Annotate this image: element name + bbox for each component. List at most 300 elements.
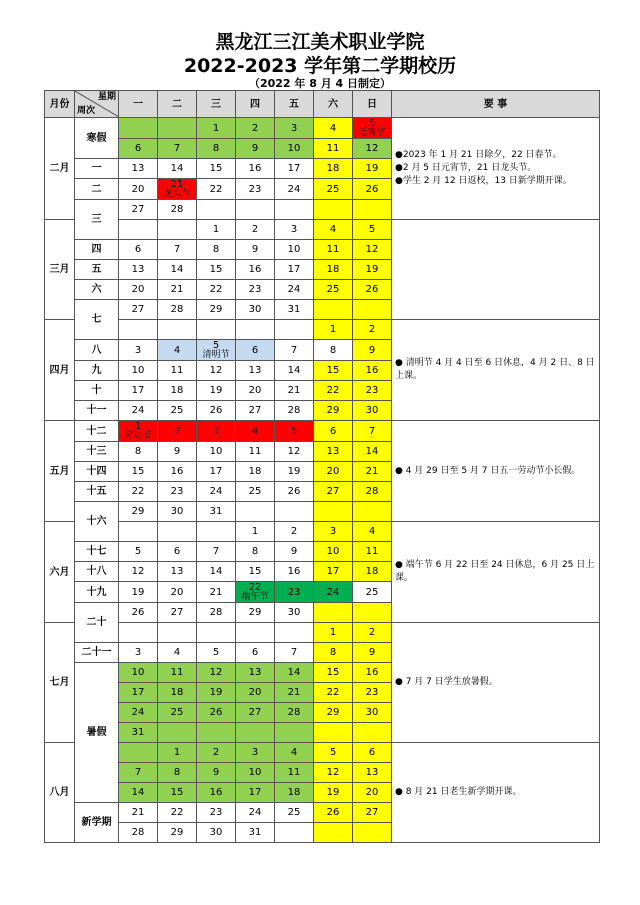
header-week-label: 周次 (77, 106, 96, 116)
day-cell-mon: 12 (119, 562, 158, 582)
calendar-row (45, 220, 600, 240)
day-cell-thu: 17 (236, 783, 275, 803)
day-cell-sun: 4 (353, 522, 392, 542)
day-cell-thu: 16 (236, 260, 275, 280)
day-cell-sat: 4 (314, 220, 353, 240)
day-cell-tue: 7 (158, 240, 197, 260)
day-cell-mon: 20 (119, 280, 158, 300)
day-cell-fri: 17 (275, 260, 314, 280)
day-cell-sun: 20 (353, 783, 392, 803)
holiday-label-laodong: 劳动节 (124, 431, 152, 441)
note-line: ● 8 月 21 日老生新学期开课。 (395, 787, 522, 797)
day-cell-wed: 26 (197, 401, 236, 421)
day-cell-thu: 16 (236, 159, 275, 179)
day-cell-tue: 28 (158, 300, 197, 320)
day-cell-sat: 24 (314, 582, 353, 603)
day-cell-sun: 25 (353, 582, 392, 603)
day-cell-tue: 14 (158, 260, 197, 280)
day-cell-wed: 5 (197, 643, 236, 663)
day-cell-sun (353, 823, 392, 843)
day-cell-sat: 10 (314, 542, 353, 562)
day-cell-tue (158, 118, 197, 139)
day-cell-thu: 18 (236, 462, 275, 482)
day-cell-thu: 10 (236, 763, 275, 783)
day-cell-mon (119, 623, 158, 643)
header-notes: 要 事 (392, 91, 600, 118)
day-cell-wed: 31 (197, 502, 236, 522)
day-cell-sat: 4 (314, 118, 353, 139)
header-month: 月份 (45, 91, 75, 118)
day-cell-sat: 26 (314, 803, 353, 823)
day-cell-mon: 24 (119, 703, 158, 723)
day-cell-sat: 17 (314, 562, 353, 582)
week-w6: 六 (75, 280, 119, 300)
day-cell-tue: 15 (158, 783, 197, 803)
day-number: 1 (134, 421, 142, 432)
day-cell-wed (197, 522, 236, 542)
day-cell-thu: 25 (236, 482, 275, 502)
day-cell-mon: 13 (119, 260, 158, 280)
day-cell-thu: 1 (236, 522, 275, 542)
day-cell-wed: 12 (197, 663, 236, 683)
day-cell-fri: 21 (275, 683, 314, 703)
day-cell-sat: 3 (314, 522, 353, 542)
day-cell-tue: 25 (158, 401, 197, 421)
day-cell-mon: 3 (119, 340, 158, 361)
day-cell-tue (158, 179, 197, 200)
calendar-row (45, 522, 600, 542)
day-cell-sun: 23 (353, 683, 392, 703)
day-cell-fri: 7 (275, 340, 314, 361)
day-cell-tue (158, 723, 197, 743)
day-cell-sun: 28 (353, 482, 392, 502)
day-cell-fri: 16 (275, 562, 314, 582)
header-day-sat: 六 (314, 91, 353, 118)
day-cell-tue: 23 (158, 482, 197, 502)
month-may: 五月 (45, 421, 75, 522)
day-cell-sun: 26 (353, 280, 392, 300)
day-cell-mon: 19 (119, 582, 158, 603)
day-cell-tue: 13 (158, 562, 197, 582)
day-cell-mon (119, 421, 158, 442)
day-cell-sat: 11 (314, 240, 353, 260)
day-cell-tue (158, 522, 197, 542)
day-cell-thu (236, 502, 275, 522)
week-w16: 十六 (75, 502, 119, 542)
note-line: ●2023 年 1 月 21 日除夕，22 日春节。 (395, 150, 562, 160)
day-cell-sun: 11 (353, 542, 392, 562)
day-cell-wed: 3 (197, 421, 236, 442)
day-cell-wed: 8 (197, 139, 236, 159)
day-cell-fri: 11 (275, 763, 314, 783)
day-cell-sun: 12 (353, 240, 392, 260)
notes-empty (392, 220, 600, 320)
week-w0: 寒假 (75, 118, 119, 159)
month-feb: 二月 (45, 118, 75, 220)
day-cell-mon: 21 (119, 803, 158, 823)
day-cell-sun (353, 300, 392, 320)
day-cell-sun: 9 (353, 340, 392, 361)
day-cell-tue: 7 (158, 139, 197, 159)
day-cell-fri (275, 623, 314, 643)
day-cell-tue: 21 (158, 280, 197, 300)
day-cell-tue: 29 (158, 823, 197, 843)
day-cell-fri: 14 (275, 361, 314, 381)
month-apr: 四月 (45, 320, 75, 421)
day-cell-sun: 13 (353, 763, 392, 783)
day-cell-tue: 28 (158, 200, 197, 220)
day-cell-sun (353, 502, 392, 522)
day-cell-tue (158, 623, 197, 643)
day-cell-thu: 30 (236, 300, 275, 320)
week-w15: 十五 (75, 482, 119, 502)
day-cell-tue: 8 (158, 763, 197, 783)
day-cell-thu (236, 200, 275, 220)
week-w4: 四 (75, 240, 119, 260)
day-cell-mon: 10 (119, 361, 158, 381)
week-w21: 二十一 (75, 643, 119, 663)
day-cell-wed: 17 (197, 462, 236, 482)
day-cell-mon: 17 (119, 381, 158, 401)
day-cell-fri: 26 (275, 482, 314, 502)
notes-jul (392, 623, 600, 743)
week-w22: 暑假 (75, 663, 119, 803)
day-cell-tue: 9 (158, 442, 197, 462)
day-cell-sat: 27 (314, 482, 353, 502)
day-cell-thu (236, 582, 275, 603)
header-day-thu: 四 (236, 91, 275, 118)
day-cell-thu: 13 (236, 663, 275, 683)
day-cell-sun: 16 (353, 663, 392, 683)
calendar-row (45, 743, 600, 763)
day-cell-mon (119, 320, 158, 340)
day-cell-thu: 20 (236, 683, 275, 703)
day-cell-mon: 31 (119, 723, 158, 743)
day-cell-thu: 29 (236, 603, 275, 623)
day-cell-tue: 14 (158, 159, 197, 179)
day-cell-fri: 2 (275, 522, 314, 542)
day-cell-fri: 4 (275, 743, 314, 763)
day-cell-sun (353, 603, 392, 623)
note-line: ●2 月 5 日元宵节，21 日龙头节。 (395, 163, 537, 173)
month-jun: 六月 (45, 522, 75, 623)
day-cell-wed: 2 (197, 743, 236, 763)
day-cell-thu: 2 (236, 220, 275, 240)
day-cell-sat (314, 200, 353, 220)
day-cell-sun: 14 (353, 442, 392, 462)
day-cell-thu: 4 (236, 421, 275, 442)
day-cell-mon: 27 (119, 200, 158, 220)
day-cell-fri: 24 (275, 280, 314, 300)
day-cell-sun: 21 (353, 462, 392, 482)
header-day-fri: 五 (275, 91, 314, 118)
week-w8: 八 (75, 340, 119, 361)
notes-jun (392, 522, 600, 623)
day-cell-sun: 19 (353, 260, 392, 280)
day-cell-wed: 14 (197, 562, 236, 582)
day-cell-fri: 12 (275, 442, 314, 462)
day-cell-sat: 22 (314, 381, 353, 401)
day-cell-fri: 9 (275, 542, 314, 562)
day-cell-wed: 26 (197, 703, 236, 723)
day-cell-thu: 23 (236, 280, 275, 300)
day-cell-tue (158, 320, 197, 340)
notes-may (392, 421, 600, 522)
day-cell-fri: 28 (275, 401, 314, 421)
day-cell-mon: 29 (119, 502, 158, 522)
day-cell-mon: 14 (119, 783, 158, 803)
week-w7: 七 (75, 300, 119, 340)
day-cell-fri: 25 (275, 803, 314, 823)
week-w17: 十七 (75, 542, 119, 562)
day-cell-fri: 14 (275, 663, 314, 683)
day-cell-sat (314, 300, 353, 320)
day-cell-sun: 2 (353, 320, 392, 340)
day-cell-thu: 27 (236, 703, 275, 723)
day-cell-thu: 15 (236, 562, 275, 582)
day-cell-wed: 8 (197, 240, 236, 260)
day-cell-thu: 8 (236, 542, 275, 562)
day-cell-wed: 10 (197, 442, 236, 462)
day-cell-fri: 3 (275, 118, 314, 139)
day-cell-sat: 1 (314, 320, 353, 340)
day-cell-tue: 1 (158, 743, 197, 763)
day-cell-sat: 25 (314, 179, 353, 200)
day-cell-sat: 8 (314, 643, 353, 663)
holiday-label-yuanxiao: 元宵节 (358, 128, 386, 138)
day-cell-sun: 12 (353, 139, 392, 159)
day-cell-sat: 29 (314, 703, 353, 723)
day-cell-wed: 29 (197, 300, 236, 320)
day-cell-sun: 6 (353, 743, 392, 763)
day-cell-tue: 4 (158, 643, 197, 663)
day-cell-tue: 30 (158, 502, 197, 522)
day-cell-sat (314, 823, 353, 843)
notes-feb (392, 118, 600, 220)
day-cell-wed: 24 (197, 482, 236, 502)
week-w9: 九 (75, 361, 119, 381)
calendar-row (45, 623, 600, 643)
day-cell-thu: 11 (236, 442, 275, 462)
day-cell-thu (236, 623, 275, 643)
day-cell-wed: 19 (197, 381, 236, 401)
note-line: ●学生 2 月 12 日返校，13 日新学期开课。 (395, 176, 572, 186)
day-cell-mon: 10 (119, 663, 158, 683)
day-cell-thu: 9 (236, 139, 275, 159)
day-cell-thu: 13 (236, 361, 275, 381)
day-cell-sat: 6 (314, 421, 353, 442)
calendar-row (45, 421, 600, 442)
week-w2: 二 (75, 179, 119, 200)
day-cell-wed (197, 320, 236, 340)
holiday-label-duanwu: 端午节 (241, 592, 269, 602)
day-cell-wed: 9 (197, 763, 236, 783)
day-cell-sat: 15 (314, 361, 353, 381)
day-cell-mon: 13 (119, 159, 158, 179)
day-cell-fri: 28 (275, 703, 314, 723)
note-line: ● 端午节 6 月 22 日至 24 日休息，6 月 25 日上课。 (395, 560, 595, 583)
week-w18: 十八 (75, 562, 119, 582)
day-cell-fri: 10 (275, 139, 314, 159)
day-cell-mon: 15 (119, 462, 158, 482)
day-cell-mon: 26 (119, 603, 158, 623)
week-w3: 三 (75, 200, 119, 240)
week-w1: 一 (75, 159, 119, 179)
day-cell-wed: 19 (197, 683, 236, 703)
day-cell-thu: 27 (236, 401, 275, 421)
day-cell-tue: 27 (158, 603, 197, 623)
day-cell-thu: 6 (236, 340, 275, 361)
day-cell-fri (275, 723, 314, 743)
day-cell-sat: 15 (314, 663, 353, 683)
day-cell-mon: 6 (119, 240, 158, 260)
day-cell-mon (119, 118, 158, 139)
month-jul: 七月 (45, 623, 75, 743)
day-cell-wed: 12 (197, 361, 236, 381)
day-cell-sun: 18 (353, 562, 392, 582)
day-cell-wed (197, 723, 236, 743)
day-cell-mon: 5 (119, 542, 158, 562)
day-cell-mon: 7 (119, 763, 158, 783)
day-cell-wed: 1 (197, 118, 236, 139)
week-w23: 新学期 (75, 803, 119, 843)
day-cell-thu: 2 (236, 118, 275, 139)
day-cell-thu: 24 (236, 803, 275, 823)
header-day-wed: 三 (197, 91, 236, 118)
day-cell-mon: 28 (119, 823, 158, 843)
week-w14: 十四 (75, 462, 119, 482)
day-cell-wed (197, 623, 236, 643)
day-cell-sat: 18 (314, 260, 353, 280)
day-cell-sat (314, 723, 353, 743)
week-w11: 十一 (75, 401, 119, 421)
note-line: ● 7 月 7 日学生放暑假。 (395, 677, 498, 687)
day-cell-sat: 13 (314, 442, 353, 462)
day-cell-fri: 24 (275, 179, 314, 200)
day-cell-tue: 20 (158, 582, 197, 603)
day-cell-tue: 6 (158, 542, 197, 562)
note-line: ● 4 月 29 日至 5 月 7 日五一劳动节小长假。 (395, 465, 581, 476)
day-number: 5 (212, 340, 220, 351)
day-cell-tue: 2 (158, 421, 197, 442)
day-number: 21 (170, 179, 184, 190)
day-cell-mon: 6 (119, 139, 158, 159)
day-cell-sun: 23 (353, 381, 392, 401)
month-aug: 八月 (45, 743, 75, 843)
day-cell-mon: 17 (119, 683, 158, 703)
day-cell-sun: 30 (353, 703, 392, 723)
note-line: ● 清明节 4 月 4 日至 6 日休息，4 月 2 日、8 日上课。 (395, 358, 595, 381)
day-cell-thu (236, 320, 275, 340)
day-cell-mon (119, 743, 158, 763)
school-calendar-table (44, 90, 600, 843)
day-cell-fri: 23 (275, 582, 314, 603)
day-cell-tue: 11 (158, 361, 197, 381)
header-weekday-label: 星期 (97, 92, 116, 102)
day-cell-sat: 18 (314, 159, 353, 179)
week-w12: 十二 (75, 421, 119, 442)
day-cell-fri: 19 (275, 462, 314, 482)
day-cell-sun: 7 (353, 421, 392, 442)
day-cell-sat (314, 502, 353, 522)
day-cell-sat (314, 603, 353, 623)
day-cell-tue (158, 220, 197, 240)
day-cell-sun: 26 (353, 179, 392, 200)
day-cell-wed: 21 (197, 582, 236, 603)
day-cell-sun: 27 (353, 803, 392, 823)
day-cell-sat: 1 (314, 623, 353, 643)
notes-apr (392, 320, 600, 421)
day-cell-sun: 2 (353, 623, 392, 643)
day-cell-thu: 3 (236, 743, 275, 763)
day-cell-mon: 27 (119, 300, 158, 320)
day-cell-fri: 31 (275, 300, 314, 320)
day-cell-wed: 22 (197, 280, 236, 300)
calendar-row (45, 118, 600, 139)
day-cell-thu (236, 723, 275, 743)
day-cell-fri: 17 (275, 159, 314, 179)
week-w13: 十三 (75, 442, 119, 462)
day-cell-wed: 23 (197, 803, 236, 823)
month-mar: 三月 (45, 220, 75, 320)
day-cell-sun: 19 (353, 159, 392, 179)
day-cell-sun (353, 723, 392, 743)
day-cell-tue: 18 (158, 683, 197, 703)
day-cell-fri (275, 823, 314, 843)
day-cell-sat: 29 (314, 401, 353, 421)
day-cell-thu: 9 (236, 240, 275, 260)
day-cell-mon: 22 (119, 482, 158, 502)
day-cell-tue: 25 (158, 703, 197, 723)
day-cell-fri (275, 200, 314, 220)
day-cell-thu: 31 (236, 823, 275, 843)
day-cell-mon: 8 (119, 442, 158, 462)
holiday-label-qingming: 清明节 (202, 350, 230, 360)
week-w19: 十九 (75, 582, 119, 603)
header-day-mon: 一 (119, 91, 158, 118)
day-cell-sun (353, 118, 392, 139)
day-cell-sun: 16 (353, 361, 392, 381)
page-title: 黑龙江三江美术职业学院 (215, 31, 425, 53)
day-cell-sun (353, 200, 392, 220)
day-cell-wed: 22 (197, 179, 236, 200)
day-cell-mon: 3 (119, 643, 158, 663)
day-cell-mon: 20 (119, 179, 158, 200)
day-cell-fri: 3 (275, 220, 314, 240)
day-cell-fri (275, 502, 314, 522)
header-row (45, 91, 600, 118)
day-cell-tue: 11 (158, 663, 197, 683)
day-cell-sun: 30 (353, 401, 392, 421)
day-number: 22 (248, 582, 262, 593)
day-cell-wed: 1 (197, 220, 236, 240)
day-cell-wed: 28 (197, 603, 236, 623)
header-day-tue: 二 (158, 91, 197, 118)
day-cell-tue: 4 (158, 340, 197, 361)
day-cell-mon (119, 522, 158, 542)
week-w20: 二十 (75, 603, 119, 643)
day-number: 5 (368, 118, 376, 129)
day-cell-thu: 23 (236, 179, 275, 200)
day-cell-sat: 22 (314, 683, 353, 703)
day-cell-tue: 16 (158, 462, 197, 482)
day-cell-tue: 22 (158, 803, 197, 823)
day-cell-sat: 20 (314, 462, 353, 482)
day-cell-thu: 20 (236, 381, 275, 401)
day-cell-wed: 15 (197, 260, 236, 280)
day-cell-thu: 6 (236, 643, 275, 663)
holiday-label-longtou: 龙头节 (163, 189, 191, 199)
